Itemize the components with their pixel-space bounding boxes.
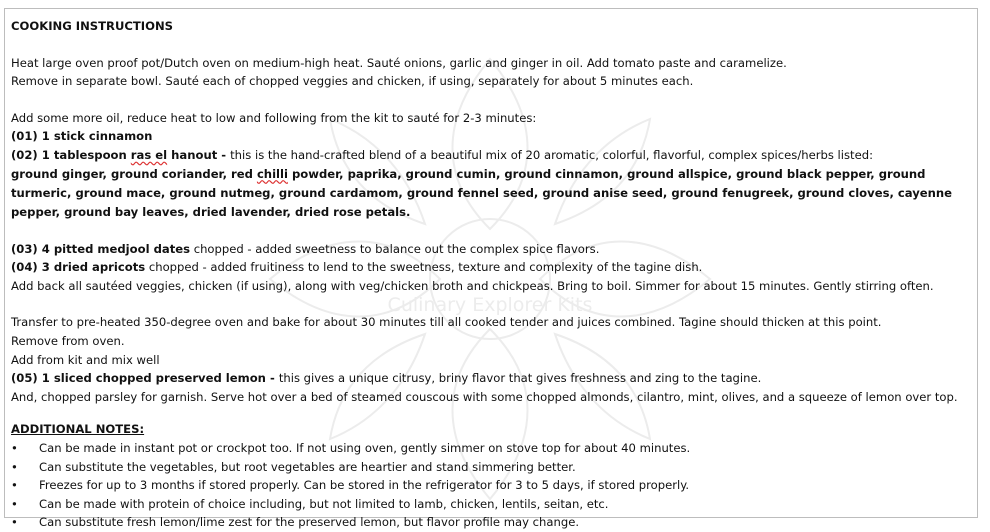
paragraph-remove-saute: Remove in separate bowl. Sauté each of chopped veggies and chicken, if using, separately for about 5 minutes each.	[11, 74, 694, 89]
spellcheck-word-chilli: chilli	[256, 166, 288, 181]
instructions-content	[11, 17, 971, 532]
notes-list	[11, 439, 971, 532]
list-item: • Can substitute the vegetables, but root vegetables are heartier and stand simmering better.	[11, 458, 971, 477]
document-page	[4, 8, 978, 530]
paragraph-add-kit: Add from kit and mix well	[11, 352, 160, 367]
step-dates: (03) 4 pitted medjool dates chopped - added sweetness to balance out the complex spice flavors.	[11, 241, 600, 256]
paragraph-oven: Transfer to pre-heated 350-degree oven and bake for about 30 minutes till all cooked tender and juices combined. Tagine should thicken at this point.	[11, 315, 882, 330]
spellcheck-word: ras el	[130, 147, 168, 162]
paragraph-heat: Heat large oven proof pot/Dutch oven on medium-high heat. Sauté onions, garlic and ginger in oil. Add tomato paste and caramelize.	[11, 55, 787, 70]
step-cinnamon: (01) 1 stick cinnamon	[11, 129, 153, 144]
list-item: • Can be made with protein of choice including, but not limited to lamb, chicken, lentils, seitan, etc.	[11, 495, 971, 514]
paragraph-add-oil: Add some more oil, reduce heat to low and following from the kit to sauté for 2-3 minutes:	[11, 110, 537, 125]
paragraph-garnish: And, chopped parsley for garnish. Serve hot over a bed of steamed couscous with some chopped almonds, cilantro, mint, olives, and a squeeze of lemon over top.	[11, 389, 958, 404]
step-ras-el-hanout: (02) 1 tablespoon ras el hanout - this is the hand-crafted blend of a beautiful mix of 20 aromatic, colorful, flavorful, complex spices/herbs listed:	[11, 147, 873, 162]
list-item: • Freezes for up to 3 months if stored properly. Can be stored in the refrigerator for 3 to 5 days, if stored properly.	[11, 476, 971, 495]
step-preserved-lemon: (05) 1 sliced chopped preserved lemon - this gives a unique citrusy, briny flavor that gives freshness and zing to the tagine.	[11, 371, 762, 386]
list-item: • Can substitute fresh lemon/lime zest for the preserved lemon, but flavor profile may change.	[11, 513, 971, 532]
spice-list: ground ginger, ground coriander, red chilli powder, paprika, ground cumin, ground cinnamon, ground allspice, ground black pepper, ground turmeric, ground mace, ground nutmeg, ground cardamom, ground fennel seed, ground anise seed, ground fenugreek, ground cloves, cayenne pepper, ground bay leaves, dried lavender, dried rose petals.	[11, 166, 953, 219]
page-title: COOKING INSTRUCTIONS	[11, 19, 174, 33]
list-item: • Can be made in instant pot or crockpot too. If not using oven, gently simmer on stove top for about 40 minutes.	[11, 439, 971, 458]
watermark-brand-text: Culinary Explorer Kits	[387, 294, 593, 316]
paragraph-add-back: Add back all sautéed veggies, chicken (if using), along with veg/chicken broth and chickpeas. Bring to boil. Simmer for about 15 minutes. Gently stirring often.	[11, 278, 934, 293]
notes-heading: ADDITIONAL NOTES:	[11, 422, 145, 437]
step-apricots: (04) 3 dried apricots chopped - added fruitiness to lend to the sweetness, texture and complexity of the tagine dish.	[11, 260, 703, 275]
paragraph-remove-oven: Remove from oven.	[11, 333, 125, 348]
